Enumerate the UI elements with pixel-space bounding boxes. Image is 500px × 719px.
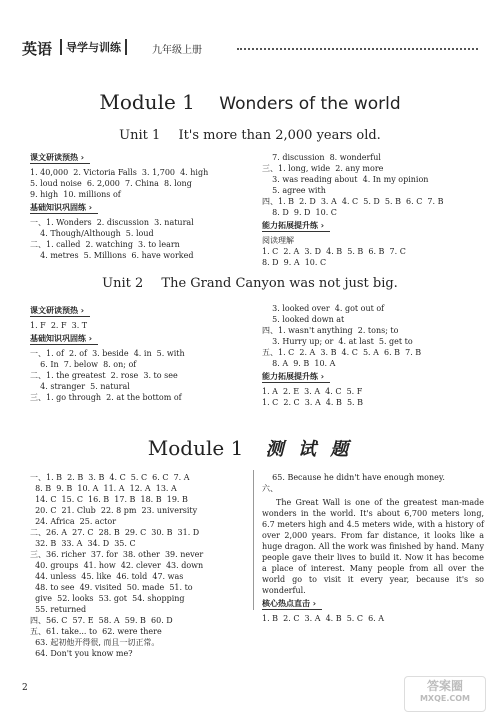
- answer-line: 4. Though/Although 5. loud: [30, 229, 154, 238]
- watermark-url: MXQE.COM: [419, 694, 471, 703]
- unit2-heading: The Grand Canyon was not just big.: [161, 276, 398, 291]
- unit1-right-column: [262, 152, 482, 268]
- answer-line: 1. C 2. C 3. A 4. B 5. B: [262, 398, 363, 407]
- answer-line: 8. D 9. A 10. C: [262, 258, 327, 267]
- section-number: 六、: [262, 484, 278, 493]
- answer-line: 6. In 7. below 8. on; of: [30, 360, 137, 369]
- answer-line: 三、1. go through 2. at the bottom of: [30, 393, 182, 402]
- module-test-title: [0, 435, 500, 461]
- answer-line: 64. Don't you know me?: [30, 649, 133, 658]
- answer-line: 44. unless 45. like 46. told 47. was: [30, 572, 184, 581]
- test-label: 测 试 题: [265, 439, 353, 460]
- module-title: [0, 90, 500, 114]
- answer-line: 32. B 33. A 34. D 35. C: [30, 539, 136, 548]
- module-topic: Wonders of the world: [219, 94, 401, 114]
- test-section-hotspot: 核心热点直击 ›: [262, 598, 322, 610]
- answer-line: 一、1. B 2. B 3. B 4. C 5. C 6. C 7. A: [30, 473, 190, 482]
- test-module-name: Module 1: [147, 436, 244, 460]
- answer-line: 3. looked over 4. got out of: [262, 304, 385, 313]
- page-header: [22, 38, 478, 58]
- unit2-section-basics: 基础知识巩固练 ›: [30, 333, 98, 345]
- answer-line: 24. Africa 25. actor: [30, 517, 117, 526]
- answer-line: 65. Because he didn't have enough money.: [262, 473, 445, 482]
- test-right-column-top: [262, 472, 484, 494]
- answer-line: 二、26. A 27. C 28. B 29. C 30. B 31. D: [30, 528, 200, 537]
- unit2-left-column: [30, 303, 252, 403]
- answer-line: 1. C 2. A 3. D 4. B 5. B 6. B 7. C: [262, 247, 406, 256]
- answer-line: 1. B 2. C 3. A 4. B 5. C 6. A: [262, 614, 385, 623]
- test-left-column: [30, 472, 252, 659]
- watermark-text: 答案圈: [426, 679, 463, 693]
- answer-line: 48. to see 49. visited 50. made 51. to: [30, 583, 193, 592]
- unit1-section-basics: 基础知识巩固练 ›: [30, 202, 98, 214]
- answer-line: 二、1. called 2. watching 3. to learn: [30, 240, 180, 249]
- answer-line: 1. 40,000 2. Victoria Falls 3. 1,700 4. high: [30, 168, 209, 177]
- unit1-heading: It's more than 2,000 years old.: [178, 128, 381, 143]
- answer-line: 4. metres 5. Millions 6. have worked: [30, 251, 194, 260]
- answer-line: 63. 起初他开得很, 而且一切正常。: [30, 638, 160, 647]
- answer-line: 7. discussion 8. wonderful: [262, 153, 381, 162]
- answer-line: 四、1. B 2. D 3. A 4. C 5. D 5. B 6. C 7. B: [262, 197, 444, 206]
- answer-line: 五、61. take... to 62. were there: [30, 627, 162, 636]
- column-divider: [253, 470, 254, 610]
- answer-line: 四、1. wasn't anything 2. tons; to: [262, 326, 399, 335]
- answer-line: 8. D 9. D 10. C: [262, 208, 337, 217]
- answer-line: 5. agree with: [262, 186, 326, 195]
- unit1-title: [0, 128, 500, 143]
- unit2-section-preview: 课文研读预热 ›: [30, 305, 90, 317]
- unit2-section-extension: 能力拓展提升练 ›: [262, 371, 330, 383]
- essay-paragraph: The Great Wall is one of the greatest man-made wonders in the world. It's about 6,700 meters long, 6.7 meters high and 4.5 meters wide, with a history of over 2,000 years. From far distance, it looks like a huge dragon. All the work was finished by hand. Many people gave their lives to build it. Now it has become a place of interest. Many people from all over the world go to visit it every year, because it's so wonderful.: [262, 498, 484, 595]
- answer-line: 1. F 2. F 3. T: [30, 321, 88, 330]
- answer-line: 8. B 9. B 10. A 11. A 12. A 13. A: [30, 484, 177, 493]
- unit2-number: Unit 2: [102, 276, 144, 291]
- answer-line: 一、1. of 2. of 3. beside 4. in 5. with: [30, 349, 185, 358]
- answer-line: 3. Hurry up; or 4. at last 5. get to: [262, 337, 413, 346]
- unit1-left-column: [30, 150, 252, 261]
- grade-label: 九年级上册: [152, 45, 202, 56]
- answer-line: 5. loud noise 6. 2,000 7. China 8. long: [30, 179, 192, 188]
- answer-line: 9. high 10. millions of: [30, 190, 121, 199]
- answer-line: 5. looked down at: [262, 315, 345, 324]
- answer-line: 4. stranger 5. natural: [30, 382, 130, 391]
- series-label: 导学与训练: [60, 39, 127, 55]
- answer-line: 三、36. richer 37. for 38. other 39. never: [30, 550, 204, 559]
- unit2-title: [0, 276, 500, 291]
- answer-line: 14. C 15. C 16. B 17. B 18. B 19. B: [30, 495, 188, 504]
- answer-line: 阅读理解: [262, 236, 294, 245]
- answer-line: 3. was reading about 4. In my opinion: [262, 175, 429, 184]
- answer-line: 1. A 2. E 3. A 4. C 5. F: [262, 387, 363, 396]
- subject-label: 英语: [22, 40, 53, 58]
- answer-line: 20. C 21. Club 22. 8 pm 23. university: [30, 506, 198, 515]
- unit1-section-preview: 课文研读预热 ›: [30, 152, 90, 164]
- unit1-section-extension: 能力拓展提升练 ›: [262, 220, 330, 232]
- test-right-column-bottom: [262, 596, 484, 624]
- header-dotted-rule: [237, 48, 478, 50]
- page-number: 2: [22, 683, 28, 693]
- answer-line: give 52. looks 53. got 54. shopping: [30, 594, 185, 603]
- unit2-right-column: [262, 303, 482, 408]
- module-name: Module 1: [99, 90, 195, 114]
- answer-line: 8. A 9. B 10. A: [262, 359, 336, 368]
- answer-line: 二、1. the greatest 2. rose 3. to see: [30, 371, 178, 380]
- answer-line: 40. groups 41. how 42. clever 43. down: [30, 561, 204, 570]
- answer-line: 一、1. Wonders 2. discussion 3. natural: [30, 218, 194, 227]
- answer-line: 四、56. C 57. E 58. A 59. B 60. D: [30, 616, 173, 625]
- answer-line: 五、1. C 2. A 3. B 4. C 5. A 6. B 7. B: [262, 348, 422, 357]
- answer-line: 55. returned: [30, 605, 87, 614]
- unit1-number: Unit 1: [119, 128, 161, 143]
- watermark-logo: [404, 676, 486, 712]
- answer-line: 三、1. long, wide 2. any more: [262, 164, 384, 173]
